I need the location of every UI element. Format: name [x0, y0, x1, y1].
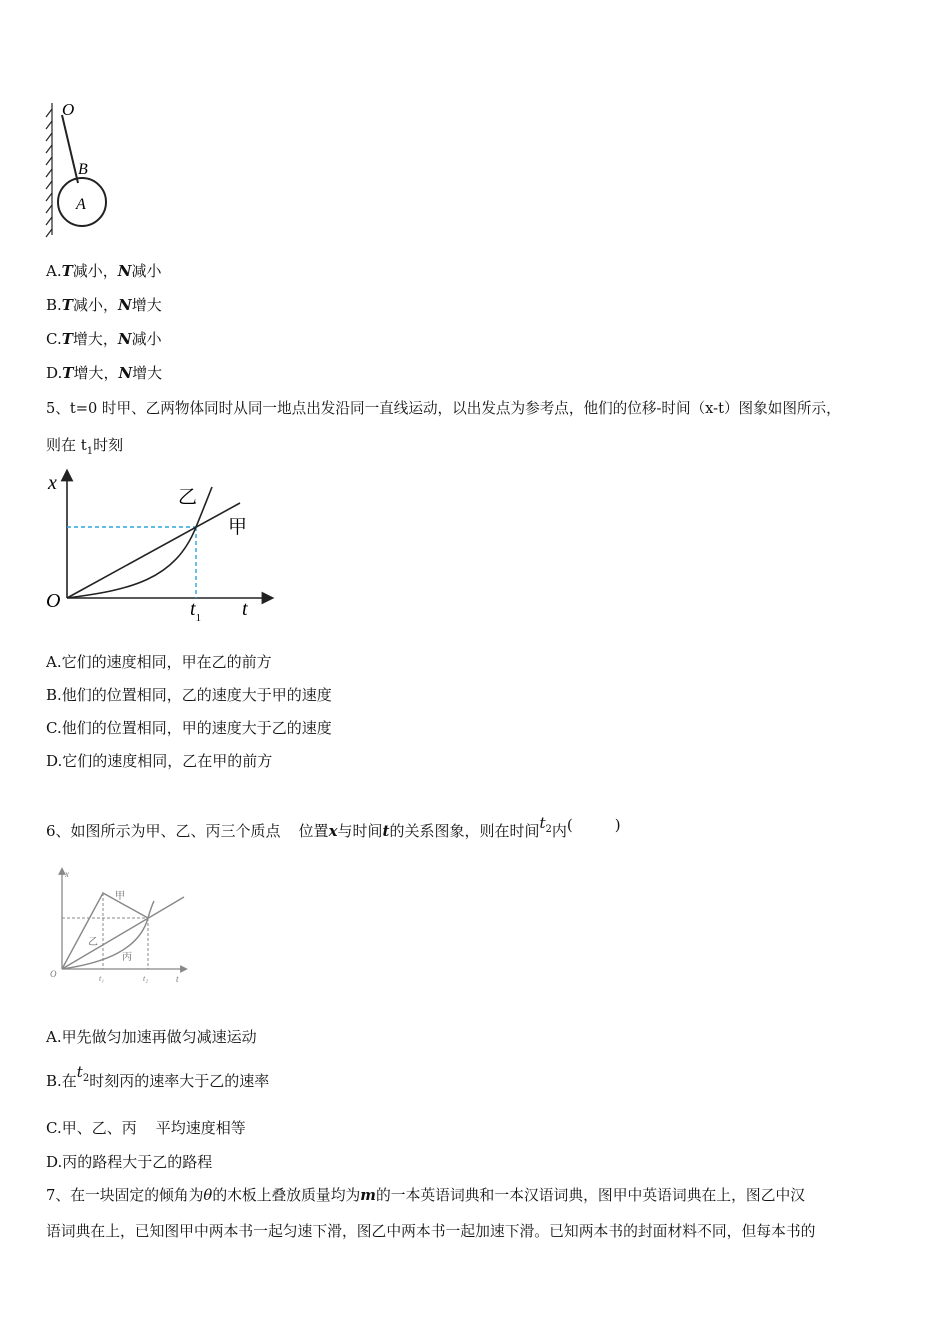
q4-option-d: D.T增大，N增大: [46, 364, 163, 382]
rope-ob: [62, 115, 78, 183]
q4-option-c: C.T增大，N减小: [46, 330, 162, 348]
q5-series-yi-label: 乙: [178, 487, 198, 508]
q6-option-b: B.在$t_2$时刻丙的速率大于乙的速率: [46, 1063, 270, 1090]
q6-stem: 6、如图所示为甲、乙、丙三个质点 位置x与时间t的关系图象，则在时间$t_2$内( ): [46, 814, 621, 840]
q6-series-bing-label: 丙: [122, 952, 132, 963]
q6-tick-t2: t₂: [143, 974, 149, 983]
q5-tick-t1: $t_1$: [190, 598, 202, 624]
q5-origin-label: O: [46, 590, 61, 612]
q6-xt-graph: [44, 865, 194, 987]
q5-option-b: B.他们的位置相同，乙的速度大于甲的速度: [46, 686, 332, 704]
wall-hatching: [46, 103, 52, 237]
q6-series-bing: [62, 901, 154, 969]
q6-series-jia-label: 甲: [115, 891, 125, 902]
q6-t-axis-label: t: [176, 974, 179, 984]
q5-option-d: D.它们的速度相同，乙在甲的前方: [46, 752, 273, 770]
q5-option-c: C.他们的位置相同，甲的速度大于乙的速度: [46, 719, 332, 737]
q5-t-axis-label: t: [242, 598, 248, 620]
q7-stem-line1: 7、在一块固定的倾角为θ的木板上叠放质量均为m的一本英语词典和一本汉语词典，图甲中英语词典在上，图乙中汉: [46, 1187, 806, 1204]
label-b: B: [78, 161, 88, 178]
label-o: O: [62, 100, 75, 119]
q6-series-yi-label: 乙: [88, 937, 98, 948]
q6-tick-t1: t₁: [99, 974, 105, 983]
q6-series-jia: [62, 893, 148, 969]
q5-stem-line2: 则在 $t_1$时刻: [46, 436, 124, 457]
q6-origin-label: O: [50, 969, 57, 979]
q5-x-axis-label: x: [48, 472, 57, 494]
q4-option-b: B.T减小，N增大: [46, 296, 162, 314]
q6-option-c: C.甲、乙、丙 平均速度相等: [46, 1119, 246, 1137]
pendulum-figure: [40, 95, 120, 240]
q5-stem-line1: 5、t=0 时甲、乙两物体同时从同一地点出发沿同一直线运动，以出发点为参考点，他们的位移-时间（x-t）图象如图所示，: [46, 400, 841, 417]
q6-option-a: A.甲先做匀加速再做匀减速运动: [46, 1028, 257, 1046]
label-a: A: [76, 196, 86, 213]
q6-option-d: D.丙的路程大于乙的路程: [46, 1153, 213, 1171]
q4-option-a: A.T减小，N减小: [46, 262, 162, 280]
q7-stem-line2: 语词典在上，已知图甲中两本书一起匀速下滑，图乙中两本书一起加速下滑。已知两本书的封面材料不同，但每本书的: [46, 1223, 816, 1240]
q5-xt-graph: [40, 465, 280, 630]
q5-series-jia-label: 甲: [228, 517, 248, 538]
q6-x-axis-label: x: [65, 869, 69, 879]
q5-series-jia-line: [67, 503, 240, 598]
q5-option-a: A.它们的速度相同，甲在乙的前方: [46, 653, 272, 671]
